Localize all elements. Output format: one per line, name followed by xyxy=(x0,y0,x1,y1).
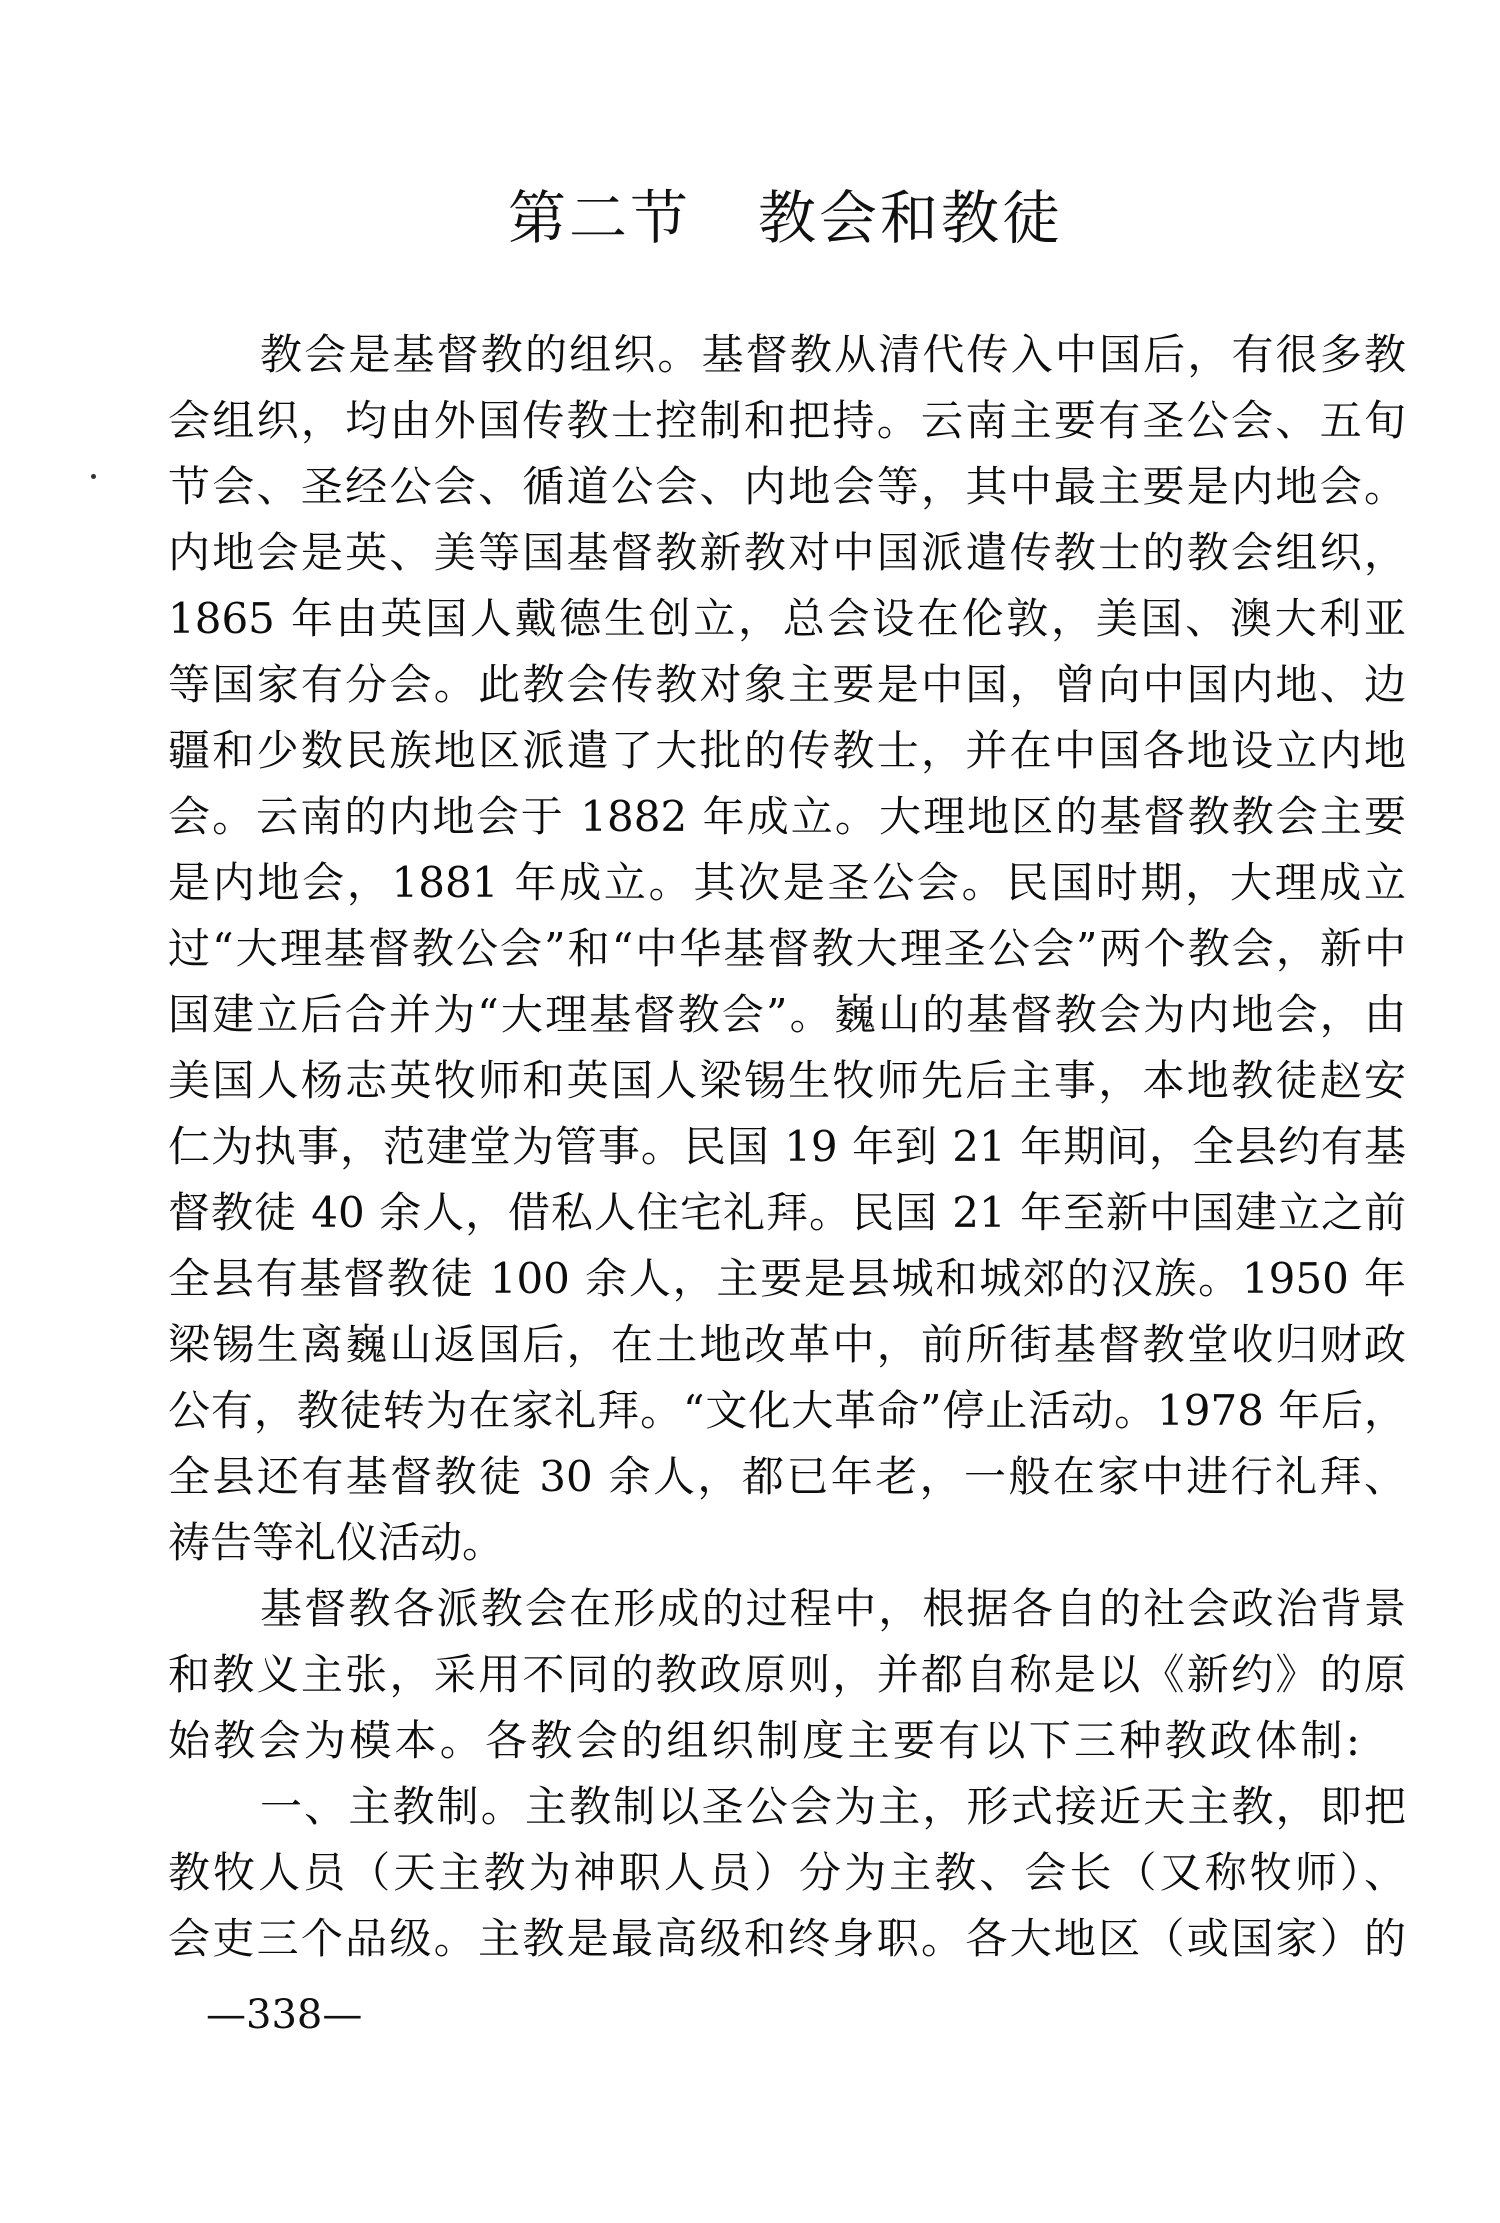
text-line: 基督教各派教会在形成的过程中，根据各自的社会政治背景 xyxy=(260,1584,1406,1633)
paragraph xyxy=(168,322,1406,1576)
text-line: 公有，教徒转为在家礼拜。“文化大革命”停止活动。1978 年后， xyxy=(168,1386,1406,1435)
text-line: 1865 年由英国人戴德生创立，总会设在伦敦，美国、澳大利亚 xyxy=(168,594,1406,643)
text-line: 内地会是英、美等国基督教新教对中国派遣传教士的教会组织， xyxy=(168,528,1406,577)
text-line: 会组织，均由外国传教士控制和把持。云南主要有圣公会、五旬 xyxy=(168,396,1406,445)
text-line: 是内地会，1881 年成立。其次是圣公会。民国时期，大理成立 xyxy=(168,858,1406,907)
text-line: 教牧人员（天主教为神职人员）分为主教、会长（又称牧师）、 xyxy=(168,1848,1406,1897)
body-text xyxy=(168,322,1406,1972)
text-line: 仁为执事，范建堂为管事。民国 19 年到 21 年期间，全县约有基 xyxy=(168,1122,1406,1171)
text-line: 祷告等礼仪活动。 xyxy=(168,1518,505,1567)
text-line: 教会是基督教的组织。基督教从清代传入中国后，有很多教 xyxy=(260,330,1406,379)
text-line: 全县还有基督教徒 30 余人，都已年老，一般在家中进行礼拜、 xyxy=(168,1452,1406,1501)
text-line: 节会、圣经公会、循道公会、内地会等，其中最主要是内地会。 xyxy=(168,462,1406,511)
text-line: 梁锡生离巍山返国后，在土地改革中，前所街基督教堂收归财政 xyxy=(168,1320,1406,1369)
text-line: 会。云南的内地会于 1882 年成立。大理地区的基督教教会主要 xyxy=(168,792,1406,841)
text-line: 疆和少数民族地区派遣了大批的传教士，并在中国各地设立内地 xyxy=(168,726,1406,775)
text-line: 国建立后合并为“大理基督教会”。巍山的基督教会为内地会，由 xyxy=(168,990,1406,1039)
text-line: 等国家有分会。此教会传教对象主要是中国，曾向中国内地、边 xyxy=(168,660,1406,709)
text-line: 美国人杨志英牧师和英国人梁锡生牧师先后主事，本地教徒赵安 xyxy=(168,1056,1406,1105)
text-line: 全县有基督教徒 100 余人，主要是县城和城郊的汉族。1950 年 xyxy=(168,1254,1406,1303)
text-line: 会吏三个品级。主教是最高级和终身职。各大地区（或国家）的 xyxy=(168,1914,1406,1963)
text-line: 过“大理基督教公会”和“中华基督教大理圣公会”两个教会，新中 xyxy=(168,924,1406,973)
paragraph xyxy=(168,1774,1406,1972)
section-title: 教会和教徒 xyxy=(758,184,1064,252)
text-line: 一、主教制。主教制以圣公会为主，形式接近天主教，即把 xyxy=(260,1782,1406,1831)
scan-speck xyxy=(91,474,96,479)
page-number: —338— xyxy=(206,1992,363,2038)
text-line: 始教会为模本。各教会的组织制度主要有以下三种教政体制: xyxy=(168,1716,1360,1765)
text-line: 和教义主张，采用不同的教政原则，并都自称是以《新约》的原 xyxy=(168,1650,1406,1699)
section-number: 第二节 xyxy=(508,184,692,252)
text-line: 督教徒 40 余人，借私人住宅礼拜。民国 21 年至新中国建立之前 xyxy=(168,1188,1406,1237)
paragraph xyxy=(168,1576,1406,1774)
